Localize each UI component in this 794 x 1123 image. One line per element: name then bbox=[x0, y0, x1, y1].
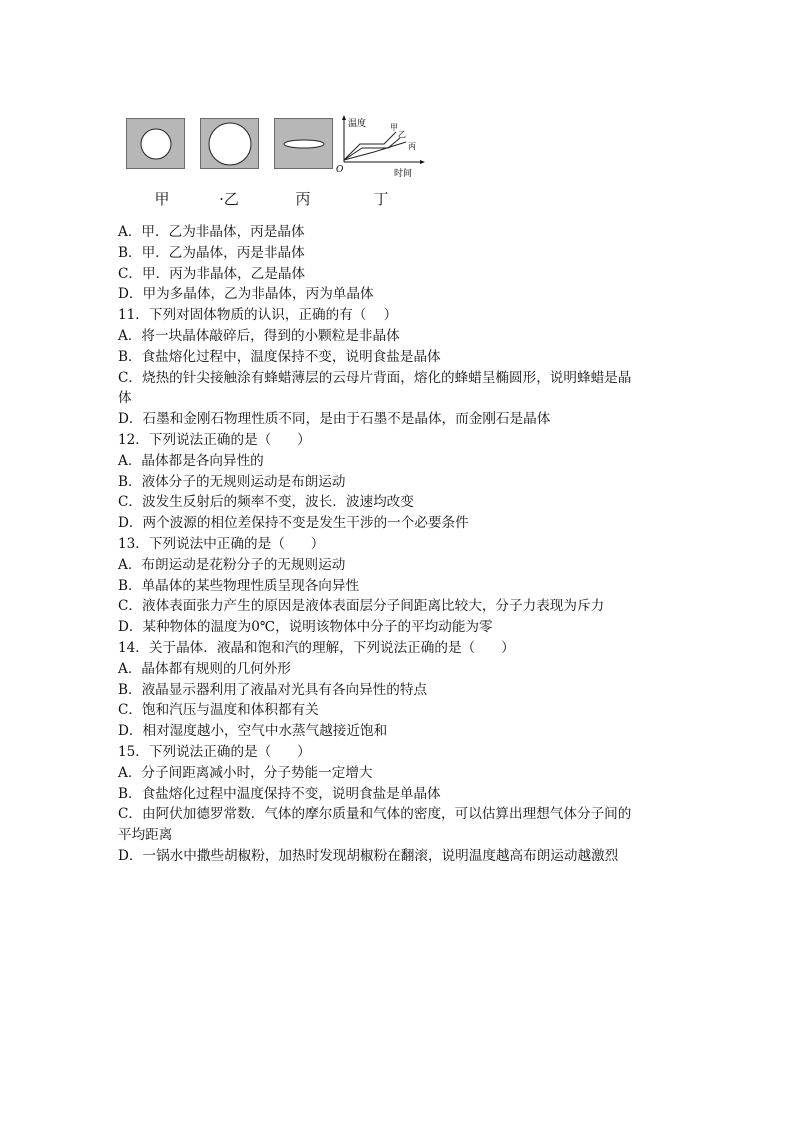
text-line: 15．下列说法正确的是（ ） bbox=[118, 743, 311, 760]
text-line: C．甲．丙为非晶体，乙是晶体 bbox=[118, 265, 306, 282]
graph-series-bing: 丙 bbox=[408, 142, 416, 151]
text-line: B．液晶显示器利用了液晶对光具有各向异性的特点 bbox=[118, 681, 428, 698]
text-line: 11．下列对固体物质的认识，正确的有（ ） bbox=[118, 307, 398, 324]
sample-bing bbox=[274, 118, 333, 169]
caption-jia: 甲 bbox=[154, 190, 170, 208]
text-line: D．一锅水中撒些胡椒粉，加热时发现胡椒粉在翻滚，说明温度越高布朗运动越激烈 bbox=[118, 847, 619, 864]
text-line: D．两个波源的相位差保持不变是发生干涉的一个必要条件 bbox=[118, 515, 469, 532]
graph-x-label: 时间 bbox=[394, 169, 413, 179]
text-line: A．甲．乙为非晶体，丙是晶体 bbox=[118, 224, 305, 240]
text-line: 13．下列说法中正确的是（ ） bbox=[118, 535, 325, 552]
caption-bing: 丙 bbox=[295, 190, 311, 208]
text-line: B．食盐熔化过程中温度保持不变，说明食盐是单晶体 bbox=[118, 785, 441, 802]
text-line: 平均距离 bbox=[118, 827, 173, 844]
sample-yi bbox=[200, 118, 259, 169]
text-line: C．烧热的针尖接触涂有蜂蜡薄层的云母片背面，熔化的蜂蜡呈椭圆形，说明蜂蜡是晶 bbox=[118, 369, 632, 386]
graph-series-jia: 甲 bbox=[390, 123, 398, 132]
text-line: A．布朗运动是花粉分子的无规则运动 bbox=[118, 556, 346, 573]
text-line: D．石墨和金刚石物理性质不同，是由于石墨不是晶体，而金刚石是晶体 bbox=[118, 411, 551, 428]
text-line: A．晶体都有规则的几何外形 bbox=[118, 660, 291, 677]
text-line: C．液体表面张力产生的原因是液体表面层分子间距离比较大，分子力表现为斥力 bbox=[118, 598, 605, 615]
text-line: D．某种物体的温度为0℃，说明该物体中分子的平均动能为零 bbox=[118, 619, 493, 636]
text-line: D．相对湿度越小，空气中水蒸气越接近饱和 bbox=[118, 723, 388, 740]
temperature-time-graph bbox=[334, 112, 434, 182]
text-line: A．分子间距离减小时，分子势能一定增大 bbox=[118, 764, 373, 781]
question-text bbox=[118, 222, 688, 867]
text-line: B．食盐熔化过程中，温度保持不变，说明食盐是晶体 bbox=[118, 348, 441, 365]
text-line: 14．关于晶体．液晶和饱和汽的理解，下列说法正确的是（ ） bbox=[118, 639, 515, 656]
text-line: A．晶体都是各向异性的 bbox=[118, 452, 264, 469]
text-line: 体 bbox=[118, 390, 132, 407]
circle-shape bbox=[126, 118, 185, 169]
text-line: C．波发生反射后的频率不变，波长．波速均改变 bbox=[118, 494, 414, 511]
text-line: C．由阿伏加德罗常数．气体的摩尔质量和气体的密度，可以估算出理想气体分子间的 bbox=[118, 806, 632, 823]
text-line: C．饱和汽压与温度和体积都有关 bbox=[118, 702, 319, 719]
text-line: A．将一块晶体敲碎后，得到的小颗粒是非晶体 bbox=[118, 327, 400, 344]
graph-y-label: 温度 bbox=[348, 119, 367, 129]
text-line: D．甲为多晶体，乙为非晶体，丙为单晶体 bbox=[118, 286, 374, 303]
text-line: B．单晶体的某些物理性质呈现各向异性 bbox=[118, 577, 360, 594]
ellipse-shape bbox=[274, 118, 333, 169]
text-line: B．甲．乙为晶体，丙是非晶体 bbox=[118, 244, 305, 261]
graph-series-yi: 乙 bbox=[398, 130, 406, 139]
sample-jia bbox=[126, 118, 185, 169]
text-line: B．液体分子的无规则运动是布朗运动 bbox=[118, 473, 346, 490]
caption-ding: 丁 bbox=[373, 190, 389, 208]
caption-yi: ·乙 bbox=[219, 190, 239, 208]
graph-origin: O bbox=[336, 165, 344, 175]
large-circle-shape bbox=[200, 118, 259, 169]
text-line: 12．下列说法正确的是（ ） bbox=[118, 431, 311, 448]
